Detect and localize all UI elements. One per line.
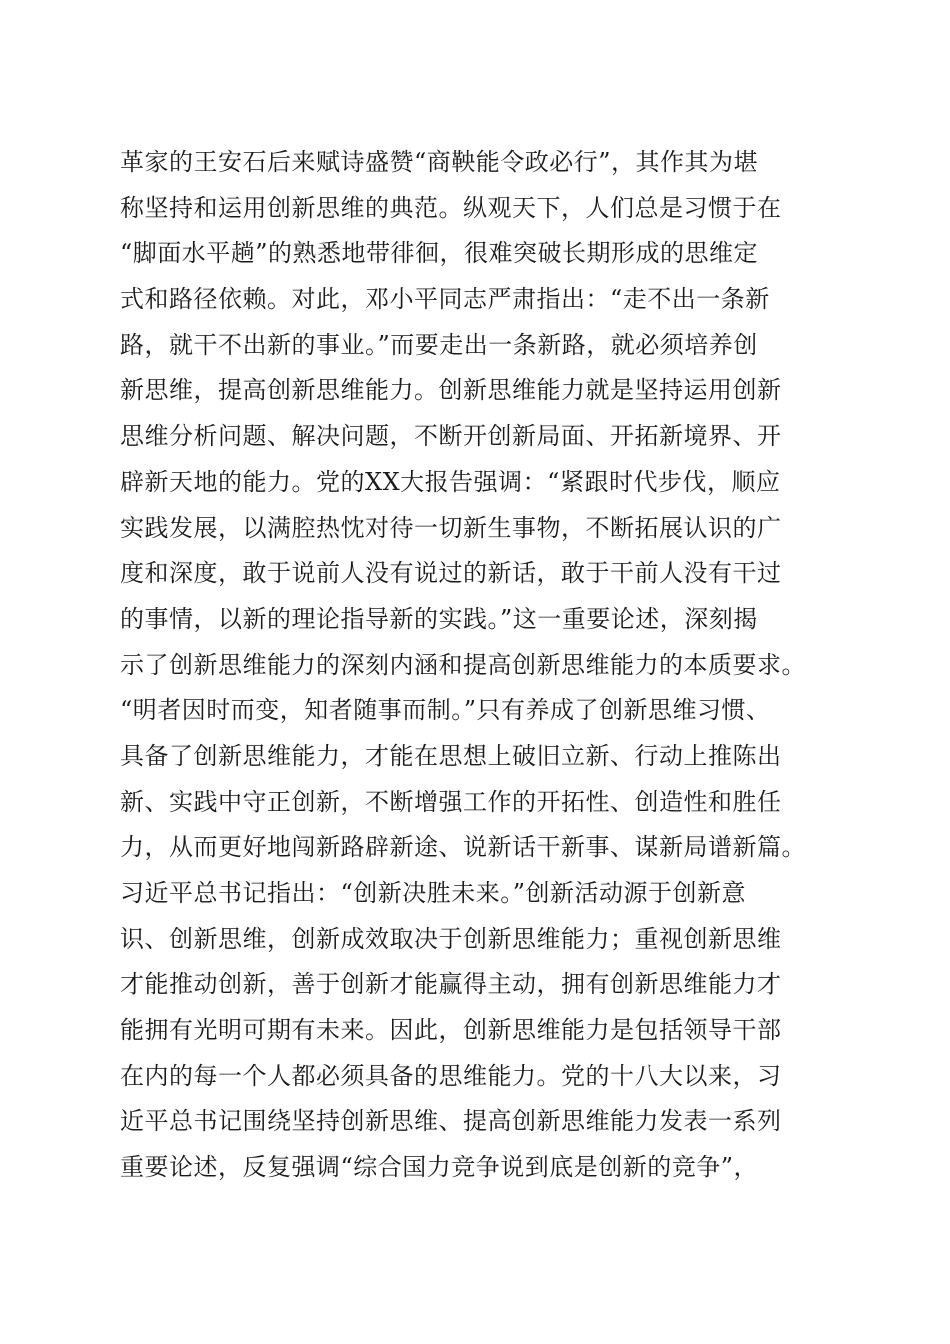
text-line: 重要论述，反复强调“综合国力竞争说到底是创新的竞争”， [120,1153,759,1182]
text-line: “明者因时而变，知者随事而制。”只有养成了创新思维习惯、 [120,696,771,725]
text-line: 新、实践中守正创新，不断增强工作的开拓性、创造性和胜任 [120,787,782,816]
text-line: 的事情，以新的理论指导新的实践。”这一重要论述，深刻揭 [120,604,758,633]
text-line: 识、创新思维，创新成效取决于创新思维能力；重视创新思维 [120,924,782,953]
text-line: 实践发展，以满腔热忱对待一切新生事物，不断拓展认识的广 [120,513,782,542]
text-line: 力，从而更好地闯新路辟新途、说新话干新事、谋新局谱新篇。 [120,833,806,862]
text-line: 革家的王安石后来赋诗盛赞“商鞅能令政必行”，其作其为堪 [120,148,759,176]
text-line: 能拥有光明可期有未来。因此，创新思维能力是包括领导干部 [120,1016,782,1045]
text-line: 度和深度，敢于说前人没有说过的新话，敢于干前人没有干过 [120,559,782,588]
text-line: 称坚持和运用创新思维的典范。纵观天下，人们总是习惯于在 [120,193,782,222]
text-line: 习近平总书记指出：“创新决胜未来。”创新活动源于创新意 [120,879,747,907]
text-line: “脚面水平趟”的熟悉地带徘徊，很难突破长期形成的思维定 [120,239,759,268]
text-line: 在内的每一个人都必须具备的思维能力。党的十八大以来，习 [120,1061,782,1090]
text-line: 路，就干不出新的事业。”而要走出一条新路，就必须培养创 [120,330,758,359]
text-line: 式和路径依赖。对此，邓小平同志严肃指出：“走不出一条新 [120,285,770,314]
text-line: 才能推动创新，善于创新才能赢得主动，拥有创新思维能力才 [120,970,782,999]
text-line: 示了创新思维能力的深刻内涵和提高创新思维能力的本质要求。 [120,650,806,679]
text-line: 新思维，提高创新思维能力。创新思维能力就是坚持运用创新 [120,376,782,405]
text-line: 辟新天地的能力。党的XX大报告强调：“紧跟时代步伐，顺应 [120,467,781,496]
body-text [120,140,850,1191]
text-line: 近平总书记围绕坚持创新思维、提高创新思维能力发表一系列 [120,1107,782,1136]
text-line: 思维分析问题、解决问题，不断开创新局面、开拓新境界、开 [120,422,782,451]
text-line: 具备了创新思维能力，才能在思想上破旧立新、行动上推陈出 [120,741,782,770]
